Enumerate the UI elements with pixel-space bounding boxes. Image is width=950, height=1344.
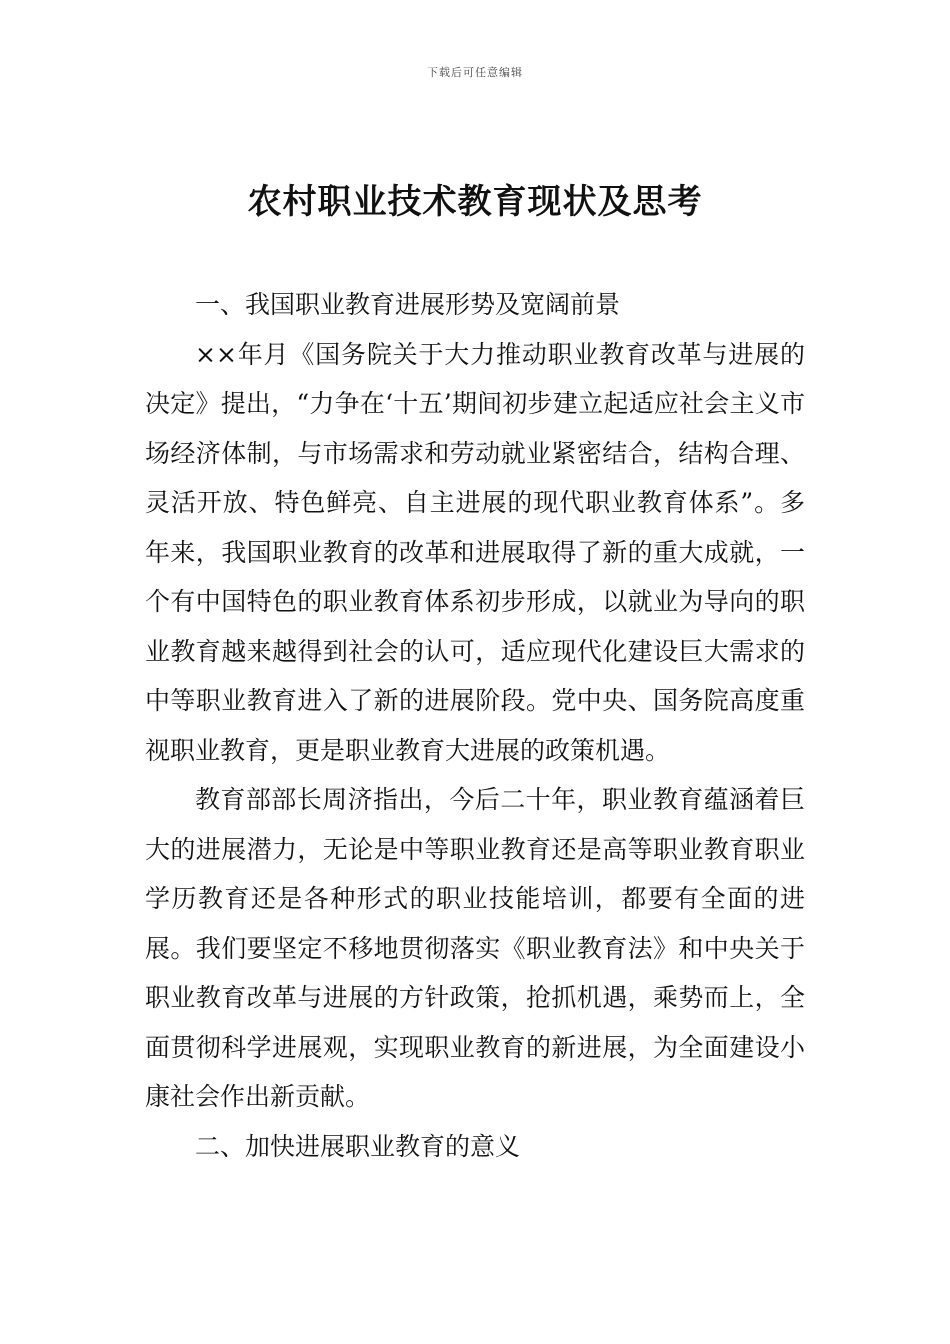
document-body: [145, 280, 805, 1171]
section-heading-1: 一、我国职业教育进展形势及宽阔前景: [195, 290, 621, 319]
paragraph-2: 教育部部长周济指出，今后二十年，职业教育蕴涵着巨大的进展潜力，无论是中等职业教育还是高等职业教育职业学历教育还是各种形式的职业技能培训，都要有全面的进展。我们要坚定不移地贯彻落实《职业教育法》和中央关于职业教育改革与进展的方针政策，抢抓机遇，乘势而上，全面贯彻科学进展观，实现职业教育的新进展，为全面建设小康社会作出新贡献。: [145, 785, 805, 1111]
section-heading-2: 二、加快进展职业教育的意义: [195, 1131, 521, 1161]
paragraph-1: ××年月《国务院关于大力推动职业教育改革与进展的决定》提出，“力争在‘十五’期间初步建立起适应社会主义市场经济体制，与市场需求和劳动就业紧密结合，结构合理、灵活开放、特色鲜亮、自主进展的现代职业教育体系”。多年来，我国职业教育的改革和进展取得了新的重大成就，一个有中国特色的职业教育体系初步形成，以就业为导向的职业教育越来越得到社会的认可，适应现代化建设巨大需求的中等职业教育进入了新的进展阶段。党中央、国务院高度重视职业教育，更是职业教育大进展的政策机遇。: [145, 339, 805, 765]
document-title: 农村职业技术教育现状及思考: [247, 182, 703, 222]
header-note: 下载后可任意编辑: [427, 66, 523, 79]
